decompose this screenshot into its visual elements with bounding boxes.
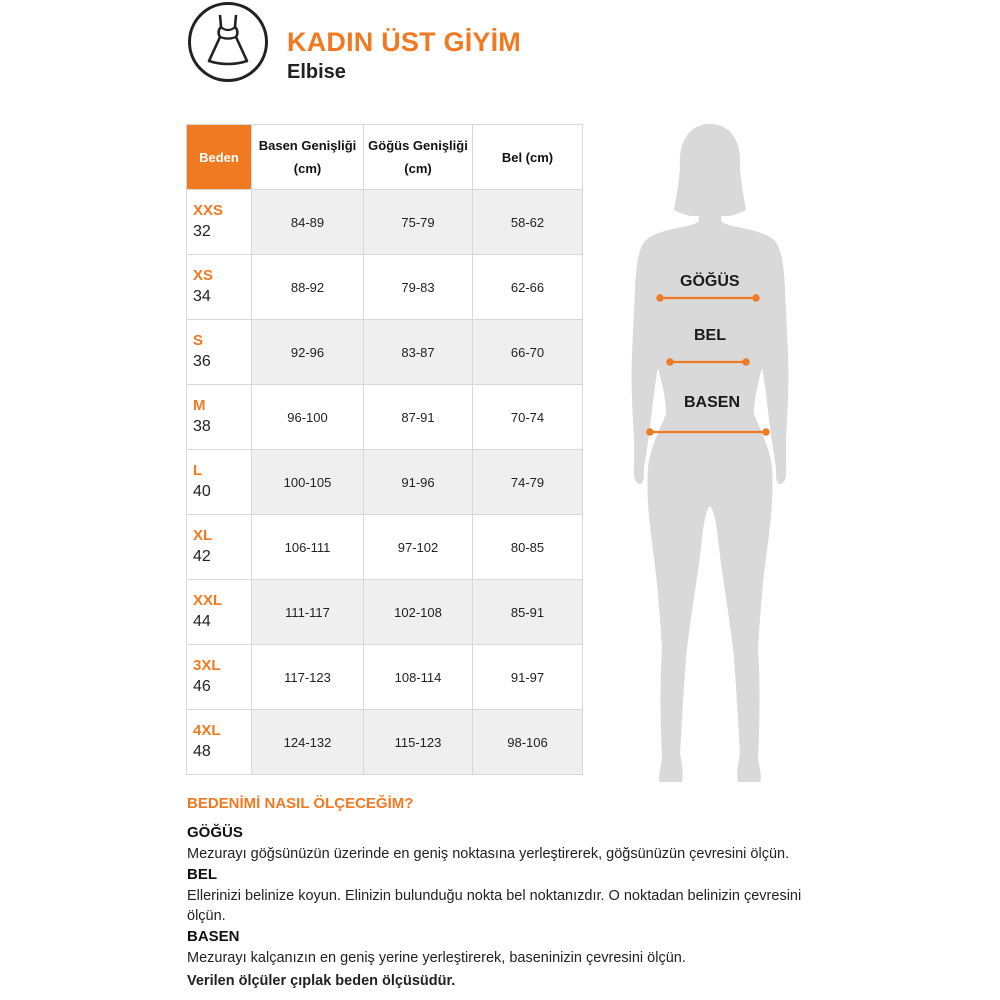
hip-cell: 117-123: [252, 645, 364, 710]
size-cell: [187, 450, 252, 515]
size-chart-table: [186, 124, 583, 775]
waist-cell: 70-74: [473, 385, 583, 450]
dress-icon: [191, 5, 265, 79]
size-cell: [187, 190, 252, 255]
chest-cell: 87-91: [364, 385, 473, 450]
table-row: [187, 255, 583, 320]
waist-label: BEL: [694, 327, 726, 344]
waist-cell: 80-85: [473, 515, 583, 580]
waist-cell: 74-79: [473, 450, 583, 515]
size-number: 38: [193, 418, 211, 435]
size-cell: [187, 385, 252, 450]
table-row: [187, 385, 583, 450]
chest-cell: 83-87: [364, 320, 473, 385]
hip-cell: 106-111: [252, 515, 364, 580]
table-row: [187, 190, 583, 255]
waist-title: BEL: [187, 866, 217, 883]
guide-heading: BEDENİMİ NASIL ÖLÇECEĞİM?: [187, 795, 414, 812]
table-row: [187, 515, 583, 580]
hip-cell: 84-89: [252, 190, 364, 255]
chest-cell: 102-108: [364, 580, 473, 645]
size-cell: [187, 710, 252, 775]
hip-label: BASEN: [684, 394, 741, 411]
chest-cell: 115-123: [364, 710, 473, 775]
body-figure: [620, 118, 800, 795]
size-cell: [187, 580, 252, 645]
page-title: KADIN ÜST GİYİM: [287, 27, 522, 57]
waist-cell: 62-66: [473, 255, 583, 320]
size-cell: [187, 255, 252, 320]
waist-cell: 58-62: [473, 190, 583, 255]
waist-cell: 91-97: [473, 645, 583, 710]
waist-cell: 85-91: [473, 580, 583, 645]
table-row: [187, 710, 583, 775]
size-number: 32: [193, 223, 211, 240]
hip-cell: 88-92: [252, 255, 364, 320]
size-number: 48: [193, 743, 211, 760]
chest-title: GÖĞÜS: [187, 824, 243, 841]
chest-cell: 97-102: [364, 515, 473, 580]
size-label: L: [193, 462, 203, 479]
table-header-row: [187, 125, 583, 190]
size-cell: [187, 515, 252, 580]
dress-logo: [188, 2, 268, 82]
size-number: 36: [193, 353, 211, 370]
waist-cell: 98-106: [473, 710, 583, 775]
woman-silhouette-icon: [620, 118, 800, 790]
size-label: XS: [193, 267, 214, 284]
size-number: 42: [193, 548, 211, 565]
hip-title: BASEN: [187, 928, 240, 945]
size-number: 40: [193, 483, 211, 500]
header-hip: Basen Genişliği (cm): [252, 125, 364, 190]
table-row: [187, 320, 583, 385]
size-number: 46: [193, 678, 211, 695]
size-cell: [187, 645, 252, 710]
size-label: 4XL: [193, 722, 221, 739]
chest-text: Mezurayı göğsünüzün üzerinde en geniş noktasına yerleştirerek, göğsünüzün çevresini ölçün.: [187, 846, 790, 862]
header-waist: Bel (cm): [473, 125, 583, 190]
table-row: [187, 645, 583, 710]
size-label: XL: [193, 527, 213, 544]
size-cell: [187, 320, 252, 385]
size-label: XXL: [193, 592, 223, 609]
hip-cell: 96-100: [252, 385, 364, 450]
chest-cell: 91-96: [364, 450, 473, 515]
size-label: 3XL: [193, 657, 221, 674]
chest-cell: 108-114: [364, 645, 473, 710]
measurement-guide: [187, 795, 827, 992]
chest-cell: 79-83: [364, 255, 473, 320]
size-label: S: [193, 332, 204, 349]
header-chest: Göğüs Genişliği (cm): [364, 125, 473, 190]
header-size: Beden: [187, 125, 252, 190]
hip-cell: 100-105: [252, 450, 364, 515]
size-label: M: [193, 397, 206, 414]
size-number: 34: [193, 288, 211, 305]
measurement-note: Verilen ölçüler çıplak beden ölçüsüdür.: [187, 973, 456, 989]
waist-text: Ellerinizi belinize koyun. Elinizin bulunduğu nokta bel noktanızdır. O noktadan belinizin çevresini ölçün.: [187, 888, 802, 924]
table-row: [187, 450, 583, 515]
page-subtitle: Elbise: [287, 61, 346, 83]
hip-text: Mezurayı kalçanızın en geniş yerine yerleştirerek, baseninizin çevresini ölçün.: [187, 950, 686, 966]
hip-cell: 111-117: [252, 580, 364, 645]
hip-cell: 124-132: [252, 710, 364, 775]
chest-label: GÖĞÜS: [680, 273, 740, 290]
chest-cell: 75-79: [364, 190, 473, 255]
hip-cell: 92-96: [252, 320, 364, 385]
size-label: XXS: [193, 202, 224, 219]
table-row: [187, 580, 583, 645]
size-number: 44: [193, 613, 211, 630]
waist-cell: 66-70: [473, 320, 583, 385]
